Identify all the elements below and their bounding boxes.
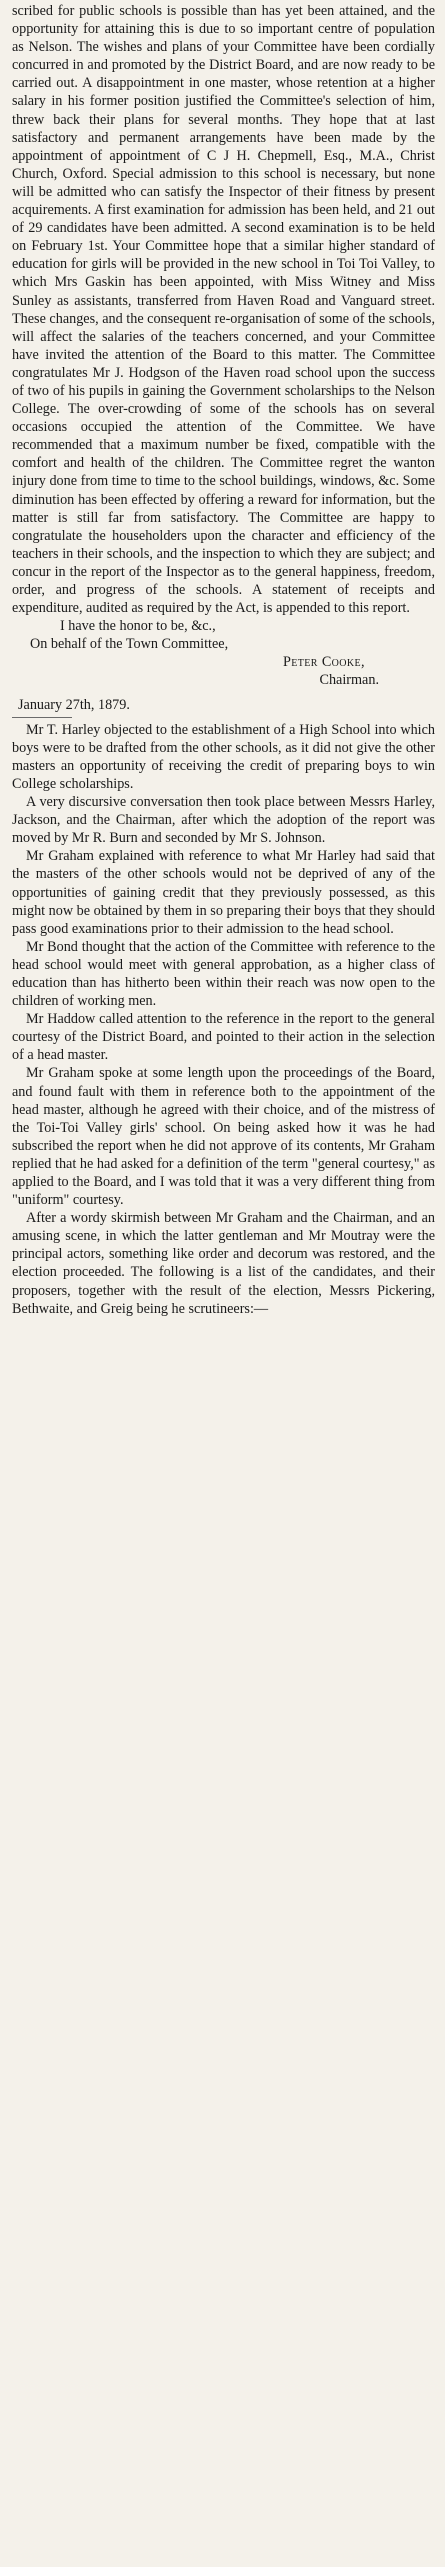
report-date: January 27th, 1879. [18,696,130,713]
proceedings-paragraph: A very discursive conversation then took place between Messrs Harley, Jackson, and the Chairman, after which the adoption of the report was moved by Mr R. Burn and seconded by Mr S. Johnson. [12,794,435,847]
signer-name: Peter Cooke, [282,654,365,671]
proceedings-paragraph: Mr Graham spoke at some length upon the proceedings of the Board, and found fault with them in reference both to the appointment of the head master, although he agreed with their choice, and of the mistress of the Toi-Toi Valley girls' school. On being asked how it was he had subscribed the report when he did not approve of its contents, Mr Graham replied that he had asked for a definition of the term "general courtesy," as applied to the Board, and I was told that it was a very different thing from "uniform" courtesy. [12,1065,435,1209]
proceedings-paragraph: Mr Bond thought that the action of the Committee with reference to the head school would meet with general approbation, as a higher class of education than has hitherto been within their reach was now open to the children of working men. [12,938,435,1010]
report-body-paragraph: scribed for public schools is possible than has yet been attained, and the opportunity for attaining this is due to so important centre of population as Nelson. The wishes and plans of your Committee have been cordially concurred in and promoted by the District Board, and are now ready to be carried out. A disappointment in one master, whose retention at a higher salary in his former position justified the Committee's selection of him, threw back their plans for several months. They hope that at last satisfactory and permanent arrangements have been made by the appointment of appointment of C J H. Chepmell, Esq., M.A., Christ Church, Oxford. Special admission to this school is necessary, but none will be admitted who can satisfy the Inspector of their fitness by present acquirements. A first examination for admission has been held, and 21 out of 29 candidates have been admitted. A second examination is to be held on February 1st. Your Committee hope that a similar higher standard of education for girls will be provided in the new school in Toi Toi Valley, to which Mrs Gaskin has been appointed, with Miss Witney and Miss Sunley as assistants, transferred from Haven Road and Vanguard street. These changes, and the consequent re-organisation of some of the schools, will affect the salaries of the teachers concerned, and your Committee have invited the attention of the Board to this matter. The Committee congratulates Mr J. Hodgson of the Haven road school upon the success of two of his pupils in gaining the Government scholarships to the Nelson College. The over-crowding of some of the schools has on several occasions occupied the attention of the Committee. We have recommended that a maximum number be fixed, compatible with the comfort and health of the children. The Committee regret the wanton injury done from time to time to the school buildings, windows, &c. Some diminution has been effected by offering a reward for information, but the matter is still far from satisfactory. The Committee are happy to congratulate the householders upon the character and efficiency of the teachers in their schools, and the inspection to which they are subject; and concur in the report of the Inspector as to the general happiness, freedom, order, and progress of the schools. A statement of receipts and expenditure, audited as required by the Act, is appended to this report. [12,3,435,617]
behalf-line: On behalf of the Town Committee, [30,636,229,653]
proceedings-paragraph: Mr Graham explained with reference to what Mr Harley had said that the masters of the other schools would not be deprived of any of the opportunities of gaining credit that they previously possessed, as this might now be obtained by them in so preparing their boys that they should pass good examinations prior to their admission to the head school. [12,848,435,937]
signer-role: Chairman. [319,672,379,689]
section-divider [12,717,72,718]
proceedings-paragraph: After a wordy skirmish between Mr Graham and the Chairman, and an amusing scene, in which the latter gentleman and Mr Moutray were the principal actors, something like order and decorum was restored, and the election proceeded. The following is a list of the candidates, and their proposers, together with the result of the election, Messrs Pickering, Bethwaite, and Greig being he scrutineers:— [12,1210,435,1317]
proceedings-paragraph: Mr T. Harley objected to the establishment of a High School into which boys were to be drafted from the other schools, as it did not give the other masters an opportunity of receiving the credit of preparing boys to win College scholarships. [12,721,435,792]
closing-line: I have the honor to be, &c., [60,618,216,635]
proceedings-paragraph: Mr Haddow called attention to the reference in the report to the general courtesy of the District Board, and pointed to their action in the selection of a head master. [12,1011,435,1064]
signature-block [12,617,435,689]
